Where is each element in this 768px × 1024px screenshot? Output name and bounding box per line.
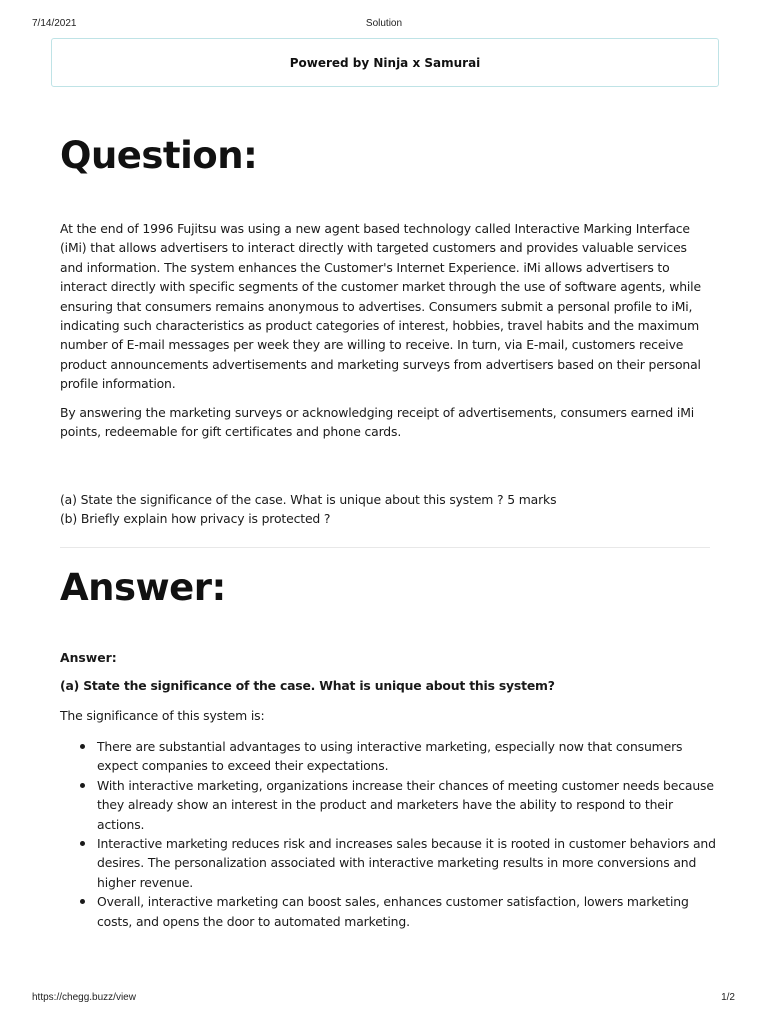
powered-by-banner: [51, 38, 719, 87]
list-item: With interactive marketing, organizations increase their chances of meeting customer needs because they already show an interest in the product and marketers have the ability to respond to their actions.: [97, 776, 717, 834]
print-header: [0, 18, 768, 32]
question-paragraph: At the end of 1996 Fujitsu was using a new agent based technology called Interactive Marking Interface (iMi) that allows advertisers to interact directly with targeted customers and provides valuable services and information. The system enhances the Customer's Internet Experience. iMi allows advertisers to interact directly with specific segments of the customer market through the use of software agents, while ensuring that consumers remains anonymous to advertises. Consumers submit a personal profile to iMi, indicating such characteristics as product categories of interest, hobbies, travel habits and the maximum number of E-mail messages per week they are willing to receive. In turn, via E-mail, customers receive product announcements advertisements and marketing surveys from advertisers based on their personal profile information.: [60, 221, 701, 392]
answer-subheading: (a) State the significance of the case. What is unique about this system?: [60, 678, 555, 693]
list-item: Interactive marketing reduces risk and increases sales because it is rooted in customer behaviors and desires. The personalization associated with interactive marketing results in more conversions and higher revenue.: [97, 834, 717, 892]
print-date: 7/14/2021: [32, 18, 77, 29]
answer-heading: Answer:: [60, 566, 226, 609]
question-body: [60, 219, 710, 450]
question-parts: [60, 490, 710, 529]
answer-label: Answer:: [60, 650, 117, 665]
question-part-b: (b) Briefly explain how privacy is protected ?: [60, 511, 331, 527]
question-heading: Question:: [60, 134, 258, 177]
answer-bullet-list: [97, 737, 717, 931]
list-item: Overall, interactive marketing can boost sales, enhances customer satisfaction, lowers marketing costs, and opens the door to automated marketing.: [97, 892, 717, 931]
list-item: There are substantial advantages to using interactive marketing, especially now that consumers expect companies to exceed their expectations.: [97, 737, 717, 776]
print-footer: [0, 992, 768, 1006]
question-paragraph: By answering the marketing surveys or acknowledging receipt of advertisements, consumers earned iMi points, redeemable for gift certificates and phone cards.: [60, 404, 695, 440]
print-title: Solution: [365, 18, 403, 29]
page-number: 1/2: [721, 992, 735, 1003]
print-url: https://chegg.buzz/view: [32, 992, 136, 1003]
powered-by-text: Powered by Ninja x Samurai: [289, 55, 481, 70]
question-part-a: (a) State the significance of the case. What is unique about this system ? 5 marks: [60, 492, 557, 507]
answer-intro: The significance of this system is:: [60, 708, 265, 723]
section-divider: [60, 547, 710, 548]
